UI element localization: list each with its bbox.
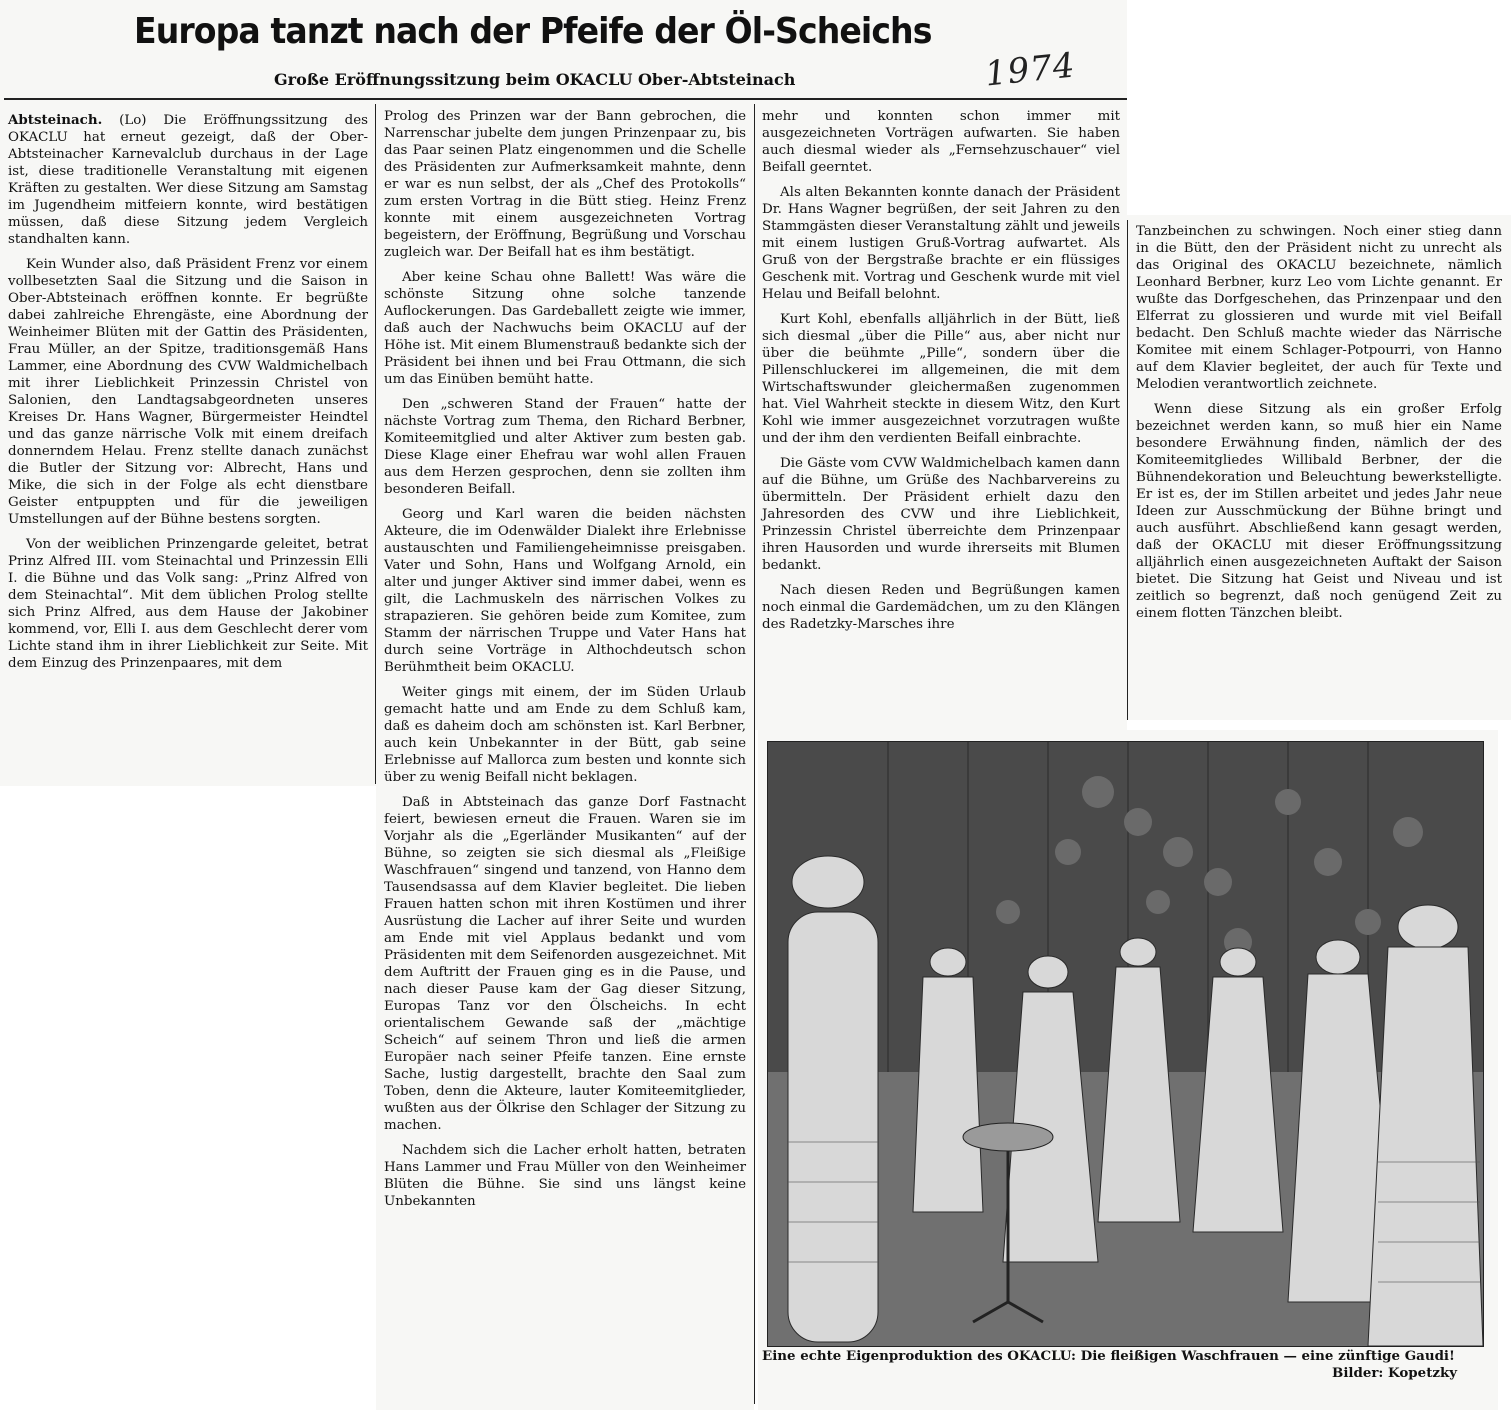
article-headline: Europa tanzt nach der Pfeife der Öl-Scheichs [134,11,932,52]
paragraph: Kurt Kohl, ebenfalls alljährlich in der Bütt, ließ sich diesmal „über die Pille“ aus, aber nicht nur über die beühmte „Pille“, sondern über die Pillenschluckerei im allgemeinen, die mit dem Wirtschaftswunder gleichermaßen zugenommen hat. Viel Wahrheit steckte in diesem Witz, den Kurt Kohl wie immer ausgezeichnet vorzutragen wußte und der ihm den verdienten Beifall einbrachte. [762,312,1120,446]
paragraph: Kein Wunder also, daß Präsident Frenz vor einem vollbesetzten Saal die Sitzung und die Saison in Ober-Abtsteinach eröffnen konnte. Er begrüßte dabei zahlreiche Ehrengäste, eine Abordnung der Weinheimer Blüten mit der Gattin des Präsidenten, Frau Müller, an der Spitze, traditionsgemäß Hans Lammer, eine Abordnung des CVW Waldmichelbach mit ihrer Lieblichkeit Prinzessin Christel von Salonien, den Landtagsabgeordneten unseres Kreises Dr. Hans Wagner, Bürgermeister Heindtel und das ganze närrische Volk mit einem dreifach donnerndem Helau. Frenz stellte danach zunächst die Butler der Sitzung vor: Albrecht, Hans und Mike, die sich in der Folge als echt dienstbare Geister entpuppten und für die jeweiligen Umstellungen auf der Bühne bestens sorgten. [8,257,368,527]
article-column-1 [2,108,374,784]
column-rule-2 [754,104,755,1404]
dateline: Abtsteinach. [8,112,103,128]
column-rule-1 [375,104,376,784]
paragraph: Wenn diese Sitzung als ein großer Erfolg bezeichnet werden kann, so muß hier ein Name besondere Erwähnung finden, nämlich der des Komiteemitgliedes Willibald Berbner, der die Bühnendekoration und Beleuchtung bewerkstelligte. Er ist es, der im Stillen arbeitet und jedes Jahr neue Ideen zur Ausschmückung der Bühne bringt und auch ausführt. Abschließend kann gesagt werden, daß der OKACLU mit dieser Eröffnungssitzung alljährlich einen ausgezeichneten Auftakt der Saison bietet. Die Sitzung hat Geist und Niveau und ist zeitlich so begrenzt, daß noch genügend Zeit zu einem flotten Tänzchen bleibt. [1136,402,1502,621]
paragraph: Georg und Karl waren die beiden nächsten Akteure, die im Odenwälder Dialekt ihre Erlebnisse austauschten und Familiengeheimnisse preisgaben. Vater und Sohn, Hans und Wolfgang Arnold, ein alter und junger Aktiver sind immer dabei, wenn es gilt, die Lachmuskeln des närrischen Volkes zu strapazieren. Sie gehören beide zum Komitee, zum Stamm der närrischen Truppe und Vater Hans hat durch seine Vorträge in Althochdeutsch schon Berühmtheit beim OKACLU. [384,507,746,675]
article-column-3 [756,104,1126,726]
paragraph: Daß in Abtsteinach das ganze Dorf Fastnacht feiert, bewiesen erneut die Frauen. Waren sie im Vorjahr als die „Egerländer Musikanten“ auf der Bühne, so zeigten sie sich diesmal als „Fleißige Waschfrauen“ singend und tanzend, von Hanno dem Tausendsassa auf dem Klavier begleitet. Die lieben Frauen hatten schon mit ihren Kostümen und ihrer Ausrüstung die Lacher auf ihrer Seite und wurden am Ende mit viel Applaus bedankt und vom Präsidenten mit dem Seifenorden ausgezeichnet. Mit dem Auftritt der Frauen ging es in die Pause, und nach dieser Pause kam der Gag dieser Sitzung, Europas Tanz vor den Ölscheichs. In echt orientalischem Gewande saß der „mächtige Scheich“ auf seinem Thron und ließ die armen Europäer nach seiner Pfeife tanzen. Eine ernste Sache, lustig dargestellt, brachte den Saal zum Toben, denn die Akteure, lauter Komiteemitglieder, wußten aus der Ölkrise den Schlager der Sitzung zu machen. [384,795,746,1133]
paragraph: Weiter gings mit einem, der im Süden Urlaub gemacht hatte und am Ende zu dem Schluß kam, daß es daheim doch am schönsten ist. Karl Berbner, auch kein Unbekannter in der Bütt, gab seine Erlebnisse auf Mallorca zum besten und konnte sich über zu wenig Beifall nicht beklagen. [384,685,746,785]
paragraph: Den „schweren Stand der Frauen“ hatte der nächste Vortrag zum Thema, den Richard Berbner, Komiteemitglied und alter Aktiver zum besten gab. Diese Klage einer Ehefrau war wohl allen Frauen aus dem Herzen gesprochen, denn sie zollten ihm besonderen Beifall. [384,397,746,497]
paragraph: Aber keine Schau ohne Ballett! Was wäre die schönste Sitzung ohne solche tanzende Auflockerungen. Das Gardeballett zeigte wie immer, daß auch der Nachwuchs beim OKACLU auf der Höhe ist. Mit einem Blumenstrauß bedankte sich der Präsident bei ihnen und bei Frau Ottmann, die sich um das Einüben bemüht hatte. [384,270,746,387]
article-column-2 [378,104,752,1406]
paragraph: Tanzbeinchen zu schwingen. Noch einer stieg dann in die Bütt, den der Präsident nicht zu unrecht als das Original des OKACLU bezeichnete, nämlich Leonhard Berbner, kurz Leo vom Lichte genannt. Er wußte das Dorfgeschehen, das Prinzenpaar und den Elferrat zu glossieren und wurde mit viel Beifall bedacht. Den Schluß machte wieder das Närrische Komitee mit einem Schlager-Potpourri, von Hanno auf dem Klavier begleitet, der auch für Texte und Melodien verantwortlich zeichnete. [1136,224,1502,392]
paragraph [8,112,368,248]
article-column-4 [1130,219,1508,717]
paragraph-text: (Lo) Die Eröffnungssitzung des OKACLU hat erneut gezeigt, daß der Ober-Abtsteinacher Karnevalclub durchaus in der Lage ist, diese traditionelle Veranstaltung mit eigenen Kräften zu gestalten. Wer diese Sitzung am Samstag im Jugendheim mitfeiern konnte, wird bestätigen müssen, daß diese Sitzung jedem Vergleich standhalten kann. [8,113,368,247]
paragraph: Nachdem sich die Lacher erholt hatten, betraten Hans Lammer und Frau Müller von den Weinheimer Blüten die Bühne. Sie sind uns längst keine Unbekannten [384,1143,746,1209]
article-photo [767,741,1484,1347]
headline-rule [4,98,1127,100]
paragraph: mehr und konnten schon immer mit ausgezeichneten Vorträgen aufwarten. Sie haben auch diesmal wieder als „Fernsehzuschauer“ viel Beifall geerntet. [762,109,1120,175]
paragraph: Nach diesen Reden und Begrüßungen kamen noch einmal die Gardemädchen, um zu den Klängen des Radetzky-Marsches ihre [762,583,1120,632]
handwritten-year: 1974 [983,45,1078,95]
paragraph: Prolog des Prinzen war der Bann gebrochen, die Narrenschar jubelte dem jungen Prinzenpaar zu, bis das Paar seinen Platz eingenommen und die Schelle des Präsidenten zur Aufmerksamkeit mahnte, denn er war es nun selbst, der als „Chef des Protokolls“ zum ersten Vortrag in die Bütt stieg. Heinz Frenz konnte mit einem ausgezeichneten Vortrag begeistern, der Eröffnung, Begrüßung und Vorschau zugleich war. Der Beifall hat es ihm bestätigt. [384,109,746,260]
article-subhead: Große Eröffnungssitzung beim OKACLU Ober-Abtsteinach [274,70,796,89]
photo-credit: Bilder: Kopetzky [1332,1365,1458,1381]
column-rule-3 [1127,220,1128,720]
paragraph: Die Gäste vom CVW Waldmichelbach kamen dann auf die Bühne, um Grüße des Nachbarvereins zu übermitteln. Der Präsident erhielt dazu den Jahresorden des CVW und ihre Lieblichkeit, Prinzessin Christel überreichte dem Prinzenpaar ihren Hausorden und wurde ihrerseits mit Blumen bedankt. [762,456,1120,573]
paragraph: Von der weiblichen Prinzengarde geleitet, betrat Prinz Alfred III. vom Steinachtal und Prinzessin Elli I. die Bühne und das Volk sang: „Prinz Alfred von dem Steinachtal“. Mit dem üblichen Prolog stellte sich Prinz Alfred, aus dem Hause der Jakobiner kommend, vor, Elli I. aus dem Geschlecht derer vom Lichte stand ihm in ihrer Lieblichkeit zur Seite. Mit dem Einzug des Prinzenpaares, mit dem [8,537,368,671]
photo-caption: Eine echte Eigenproduktion des OKACLU: Die fleißigen Waschfrauen — eine zünftige Gaudi! [762,1348,1455,1364]
photo-illustration [768,742,1483,1346]
paragraph: Als alten Bekannten konnte danach der Präsident Dr. Hans Wagner begrüßen, der seit Jahren zu den Stammgästen dieser Veranstaltung zählt und jeweils mit einem lustigen Gruß-Vortrag aufwartet. Als Gruß von der Bergstraße brachte er ein flüssiges Geschenk mit. Vortrag und Geschenk wurde mit viel Helau und Beifall belohnt. [762,185,1120,302]
